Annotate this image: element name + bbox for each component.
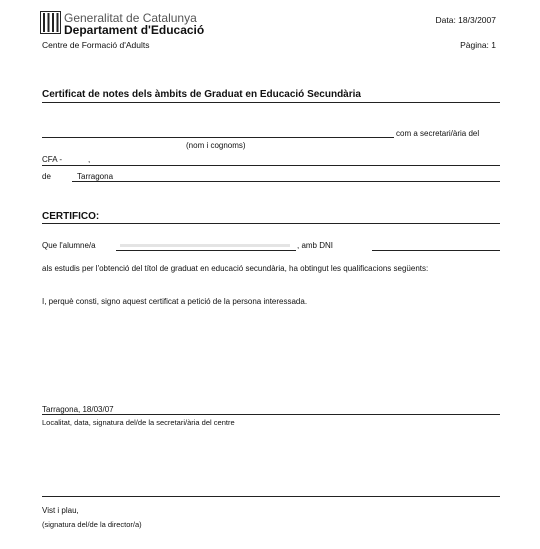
cfa-value: ,: [88, 155, 91, 164]
studies-text: als estudis per l'obtenció del títol de graduat en educació secundària, ha obtingut les qualificacions següents:: [42, 264, 429, 273]
student-line: [116, 250, 296, 251]
department-name: Departament d'Educació: [64, 23, 205, 37]
dni-line: [372, 250, 500, 251]
director-signature-line: [42, 496, 500, 497]
certifico-heading: CERTIFICO:: [42, 211, 100, 222]
page-number: Pàgina: 1: [460, 40, 496, 50]
name-line: [42, 137, 394, 138]
place-date: Tarragona, 18/03/07: [42, 405, 114, 414]
place-caption: Localitat, data, signatura del/de la secretari/ària del centre: [42, 418, 235, 427]
certifico-underline: [42, 223, 500, 224]
closing-text: I, perquè consti, signo aquest certificat a petició de la persona interessada.: [42, 297, 308, 306]
catalan-flag-icon: [40, 11, 61, 34]
secretary-suffix: com a secretari/ària del: [396, 129, 480, 138]
vist-i-plau: Vist i plau,: [42, 506, 79, 515]
secretary-signature-line: [42, 414, 500, 415]
title-underline: [42, 102, 500, 103]
name-caption: (nom i cognoms): [186, 141, 246, 150]
document-title: Certificat de notes dels àmbits de Graduat en Educació Secundària: [42, 89, 361, 100]
dni-label: , amb DNI: [297, 241, 334, 250]
student-prefix: Que l'alumne/a: [42, 241, 96, 250]
city-value: Tarragona: [77, 172, 114, 181]
org-name: Generalitat de Catalunya: [64, 11, 197, 25]
redacted-student-name: [120, 244, 290, 247]
director-caption: (signatura del/de la director/a): [42, 520, 142, 529]
de-label: de: [42, 172, 51, 181]
centre-type: Centre de Formació d'Adults: [42, 40, 150, 50]
cfa-line: [42, 165, 500, 166]
document-date: Data: 18/3/2007: [435, 15, 496, 25]
cfa-label: CFA -: [42, 155, 63, 164]
city-line: [72, 181, 500, 182]
